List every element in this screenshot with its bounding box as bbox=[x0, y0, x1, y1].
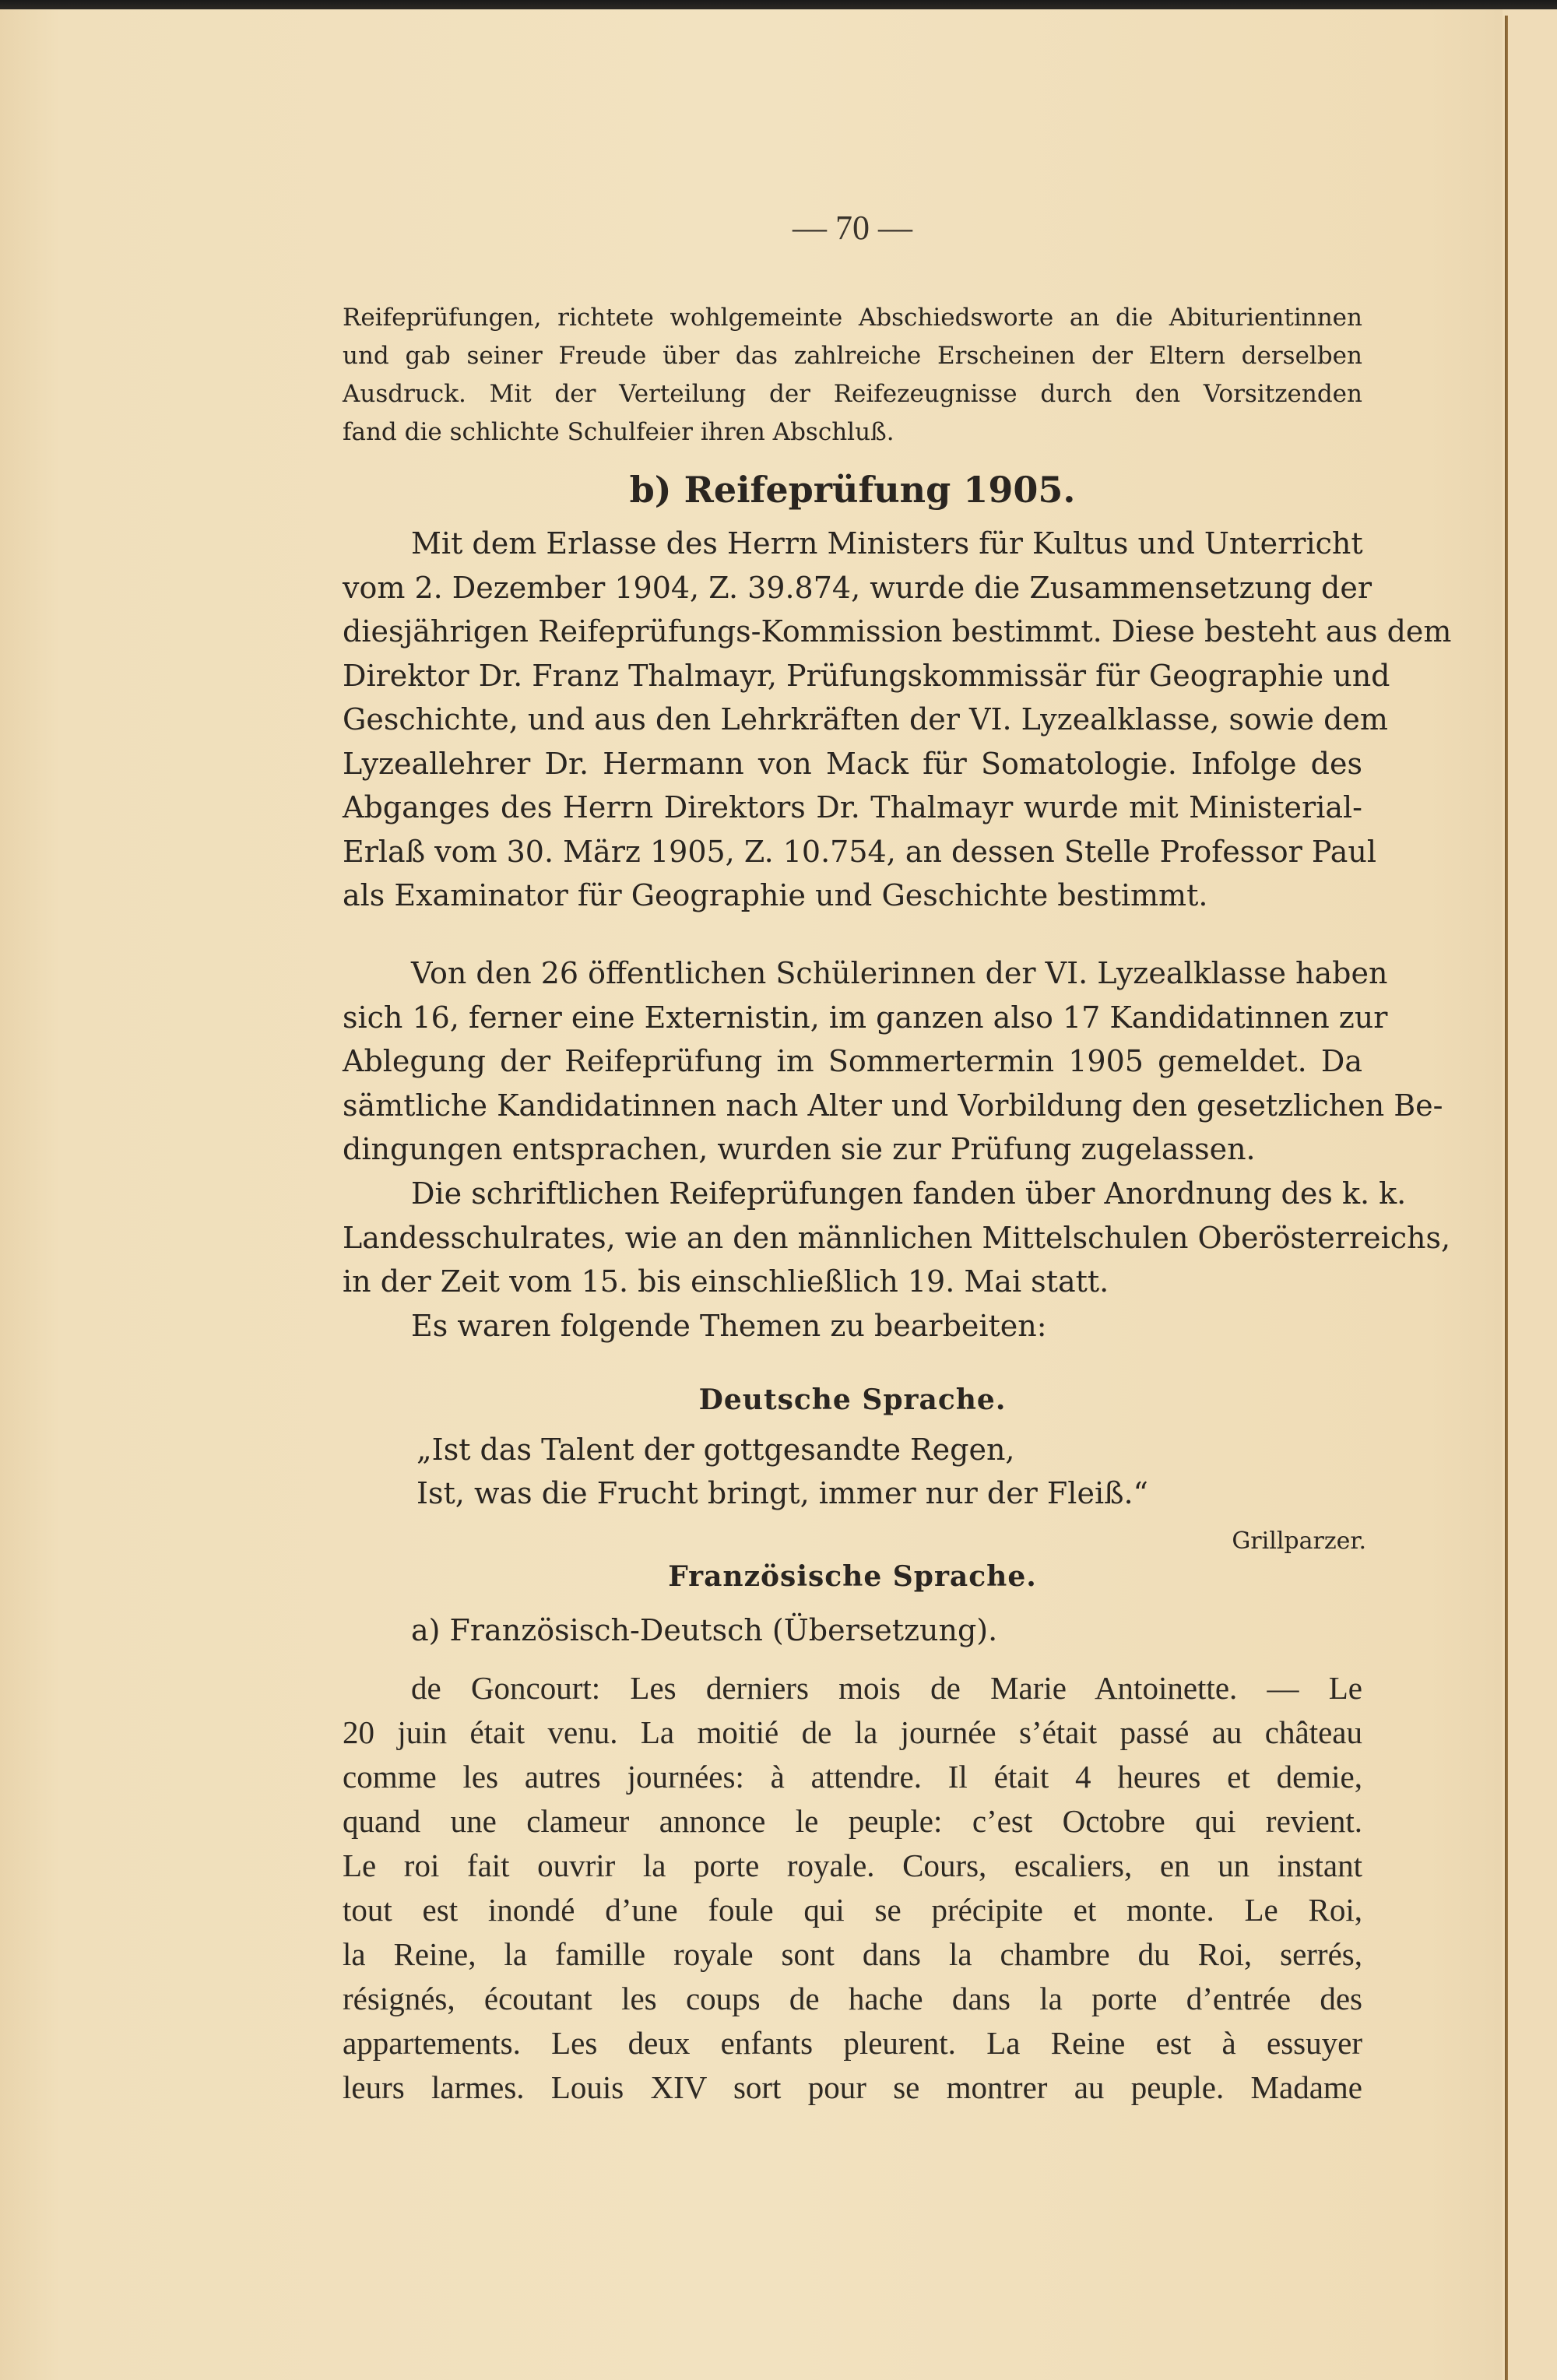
text-line: sich 16, ferner eine Externistin, im ganzen also 17 Kandidatinnen zur bbox=[343, 1000, 1388, 1035]
text-line: Mit dem Erlasse des Herrn Ministers für Kultus und Unterricht bbox=[411, 526, 1363, 561]
text-line: de Goncourt: Les derniers mois de Marie Antoinette. — Le bbox=[411, 1670, 1362, 1706]
text-line: Ablegung der Reifeprüfung im Sommertermin 1905 gemeldet. Da bbox=[343, 1044, 1362, 1078]
text-line: Ausdruck. Mit der Verteilung der Reifezeugnisse durch den Vorsitzenden bbox=[343, 380, 1362, 408]
text-line: résignés, écoutant les coups de hache dans la porte d’entrée des bbox=[343, 1981, 1362, 2016]
paragraph-topics-intro bbox=[343, 1304, 1362, 1348]
paragraph-candidates bbox=[343, 951, 1443, 1172]
paragraph-commission bbox=[343, 522, 1452, 918]
paragraph-written-exams bbox=[343, 1172, 1451, 1304]
text-line: sämtliche Kandidatinnen nach Alter und Vorbildung den gesetzlichen Be- bbox=[343, 1088, 1443, 1123]
text-line: Es waren folgende Themen zu bearbeiten: bbox=[411, 1309, 1047, 1343]
french-heading: Französische Sprache. bbox=[668, 1560, 1037, 1593]
section-heading: b) Reifeprüfung 1905. bbox=[629, 469, 1076, 511]
german-heading: Deutsche Sprache. bbox=[698, 1383, 1007, 1416]
text-line: Von den 26 öffentlichen Schülerinnen der VI. Lyzealklasse haben bbox=[411, 956, 1388, 990]
french-passage bbox=[343, 1666, 1362, 2110]
text-line: in der Zeit vom 15. bis einschließlich 19. Mai statt. bbox=[343, 1264, 1109, 1299]
quote-line: Ist, was die Frucht bringt, immer nur der Fleiß.“ bbox=[416, 1476, 1148, 1510]
text-line: dingungen entsprachen, wurden sie zur Prüfung zugelassen. bbox=[343, 1132, 1256, 1166]
text-line: und gab seiner Freude über das zahlreiche Erscheinen der Eltern derselben bbox=[343, 342, 1362, 370]
text-line: fand die schlichte Schulfeier ihren Abschluß. bbox=[343, 418, 894, 446]
text-line: Reifeprüfungen, richtete wohlgemeinte Abschiedsworte an die Abiturientinnen bbox=[343, 304, 1362, 332]
quote-author: Grillparzer. bbox=[1232, 1527, 1366, 1555]
text-line: tout est inondé d’une foule qui se précipite et monte. Le Roi, bbox=[343, 1892, 1362, 1928]
text-line: Die schriftlichen Reifeprüfungen fanden über Anordnung des k. k. bbox=[411, 1176, 1407, 1211]
scan-top-border bbox=[0, 0, 1557, 9]
text-line: 20 juin était venu. La moitié de la journée s’était passé au château bbox=[343, 1714, 1362, 1750]
text-line: vom 2. Dezember 1904, Z. 39.874, wurde die Zusammensetzung der bbox=[343, 570, 1372, 605]
text-line: quand une clameur annonce le peuple: c’est Octobre qui revient. bbox=[343, 1803, 1362, 1839]
text-line: Direktor Dr. Franz Thalmayr, Prüfungskommissär für Geographie und bbox=[343, 658, 1390, 693]
text-line: la Reine, la famille royale sont dans la chambre du Roi, serrés, bbox=[343, 1936, 1362, 1972]
text-line: comme les autres journées: à attendre. Il était 4 heures et demie, bbox=[343, 1759, 1362, 1795]
text-line: Erlaß vom 30. März 1905, Z. 10.754, an dessen Stelle Professor Paul bbox=[343, 834, 1377, 869]
text-line: als Examinator für Geographie und Geschichte bestimmt. bbox=[343, 878, 1208, 912]
text-line: Le roi fait ouvrir la porte royale. Cours, escaliers, en un instant bbox=[343, 1847, 1362, 1883]
intro-paragraph bbox=[343, 299, 1362, 452]
book-page bbox=[0, 9, 1503, 2380]
french-subsection: a) Französisch-Deutsch (Übersetzung). bbox=[411, 1613, 998, 1647]
text-line: appartements. Les deux enfants pleurent. La Reine est à essuyer bbox=[343, 2025, 1362, 2061]
text-line: leurs larmes. Louis XIV sort pour se montrer au peuple. Madame bbox=[343, 2069, 1362, 2105]
adjacent-page-strip bbox=[1508, 9, 1557, 2380]
text-line: Abganges des Herrn Direktors Dr. Thalmayr wurde mit Ministerial- bbox=[343, 790, 1362, 824]
text-line: Lyzeallehrer Dr. Hermann von Mack für Somatologie. Infolge des bbox=[343, 746, 1362, 781]
text-line: diesjährigen Reifeprüfungs-Kommission bestimmt. Diese besteht aus dem bbox=[343, 614, 1452, 649]
quote-line: „Ist das Talent der gottgesandte Regen, bbox=[416, 1433, 1015, 1467]
text-line: Geschichte, und aus den Lehrkräften der VI. Lyzealklasse, sowie dem bbox=[343, 702, 1388, 736]
text-line: Landesschulrates, wie an den männlichen Mittelschulen Oberösterreichs, bbox=[343, 1220, 1451, 1255]
page-number: — 70 — bbox=[793, 209, 912, 247]
